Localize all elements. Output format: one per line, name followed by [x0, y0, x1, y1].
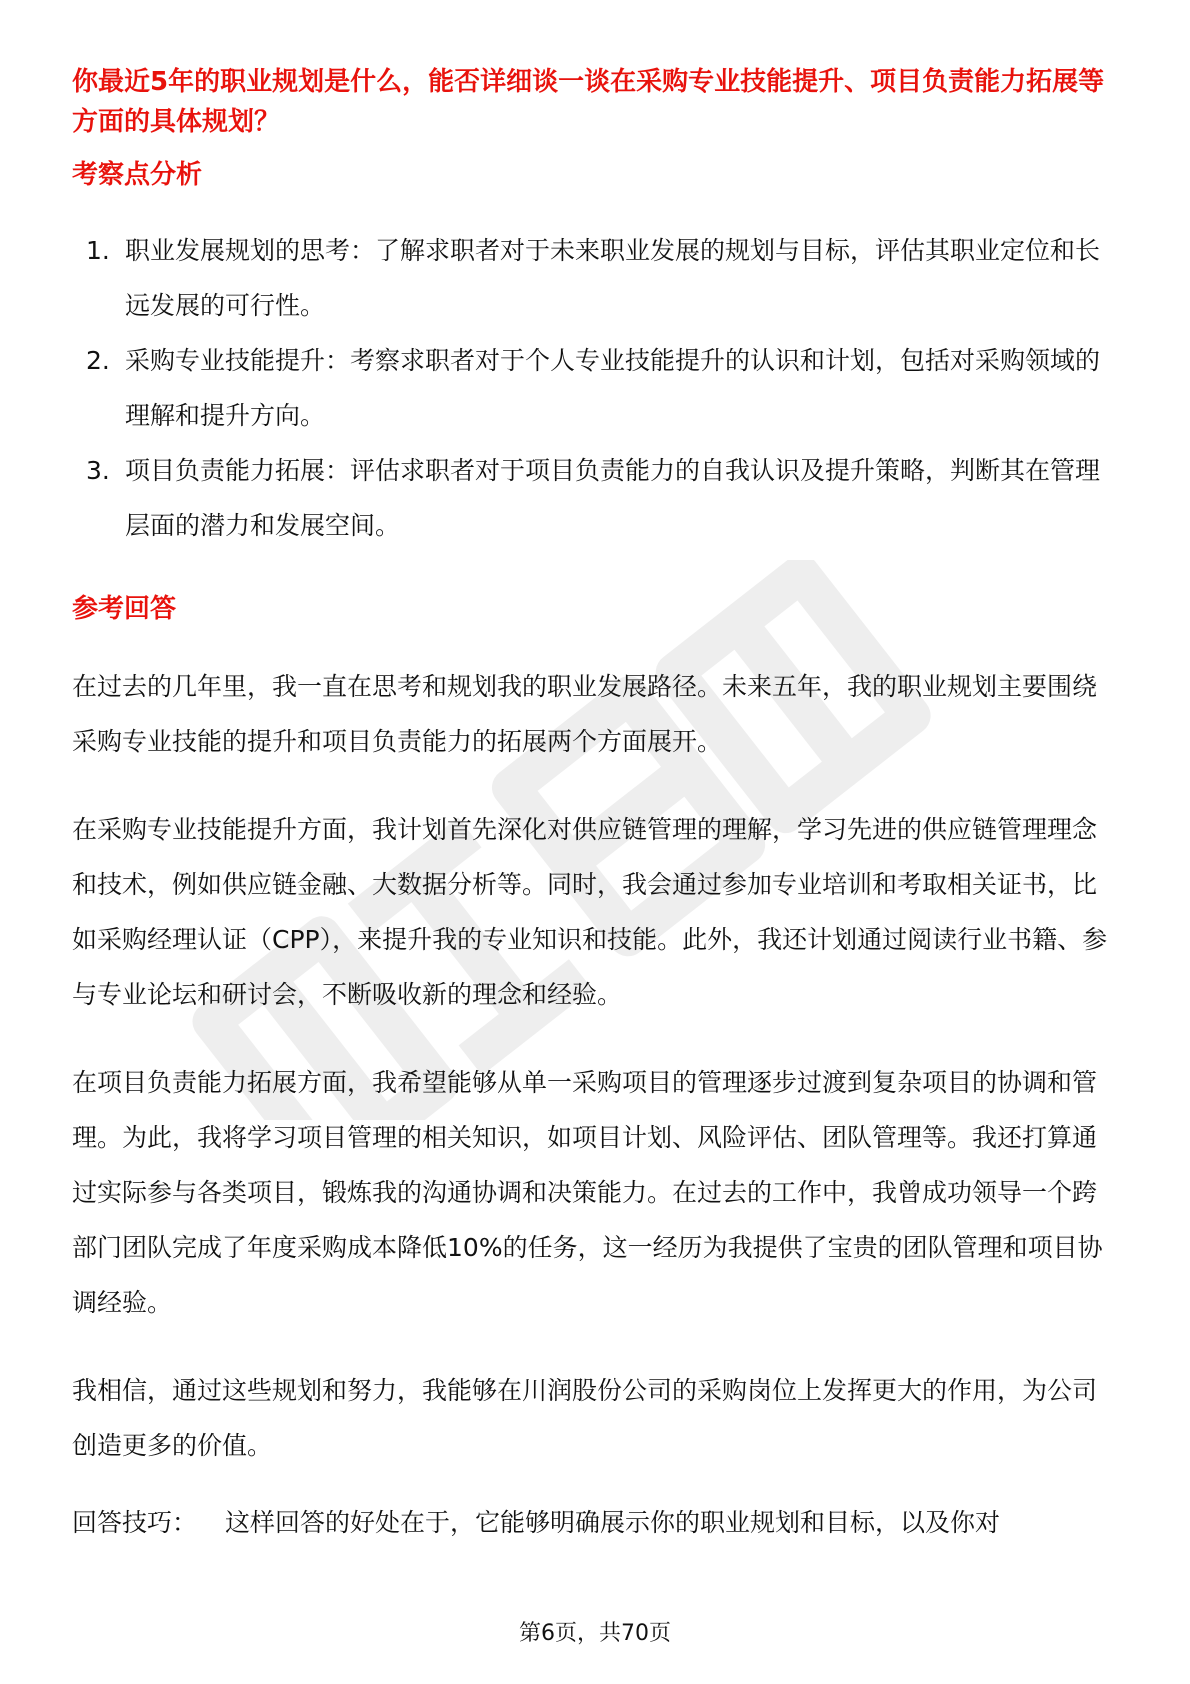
analysis-list	[72, 223, 1118, 553]
answer-heading: 参考回答	[72, 594, 177, 624]
list-item-text: 职业发展规划的思考：了解求职者对于未来职业发展的规划与目标，评估其职业定位和长远发展的可行性。	[125, 236, 1101, 320]
list-item	[72, 333, 1118, 443]
answer-tip	[72, 1503, 1118, 1543]
question-title: 你最近5年的职业规划是什么，能否详细谈一谈在采购专业技能提升、项目负责能力拓展等方面的具体规划？	[72, 67, 1105, 137]
answer-paragraph: 在过去的几年里，我一直在思考和规划我的职业发展路径。未来五年，我的职业规划主要围绕采购专业技能的提升和项目负责能力的拓展两个方面展开。	[72, 672, 1098, 756]
list-item-text: 采购专业技能提升：考察求职者对于个人专业技能提升的认识和计划，包括对采购领域的理解和提升方向。	[125, 346, 1101, 430]
list-item	[72, 443, 1118, 553]
document-page	[72, 62, 1118, 1543]
analysis-heading: 考察点分析	[72, 160, 203, 190]
list-item-number: 3.	[86, 456, 110, 485]
page-number: 第6页，共70页	[519, 1621, 671, 1646]
answer-paragraph: 我相信，通过这些规划和努力，我能够在川润股份公司的采购岗位上发挥更大的作用，为公司创造更多的价值。	[72, 1376, 1098, 1460]
answer-paragraph: 在采购专业技能提升方面，我计划首先深化对供应链管理的理解，学习先进的供应链管理理念和技术，例如供应链金融、大数据分析等。同时，我会通过参加专业培训和考取相关证书，比如采购经理认证（CPP），来提升我的专业知识和技能。此外，我还计划通过阅读行业书籍、参与专业论坛和研讨会，不断吸收新的理念和经验。	[72, 815, 1108, 1009]
list-item-text: 项目负责能力拓展：评估求职者对于项目负责能力的自我认识及提升策略，判断其在管理层面的潜力和发展空间。	[125, 456, 1101, 540]
list-item-number: 1.	[86, 236, 110, 265]
list-item-number: 2.	[86, 346, 110, 375]
tip-text: 这样回答的好处在于，它能够明确展示你的职业规划和目标，以及你对	[225, 1508, 1001, 1537]
tip-label: 回答技巧：	[72, 1508, 198, 1537]
list-item	[72, 223, 1118, 333]
answer-paragraph: 在项目负责能力拓展方面，我希望能够从单一采购项目的管理逐步过渡到复杂项目的协调和管理。为此，我将学习项目管理的相关知识，如项目计划、风险评估、团队管理等。我还打算通过实际参与各类项目，锻炼我的沟通协调和决策能力。在过去的工作中，我曾成功领导一个跨部门团队完成了年度采购成本降低10%的任务，这一经历为我提供了宝贵的团队管理和项目协调经验。	[72, 1068, 1103, 1317]
